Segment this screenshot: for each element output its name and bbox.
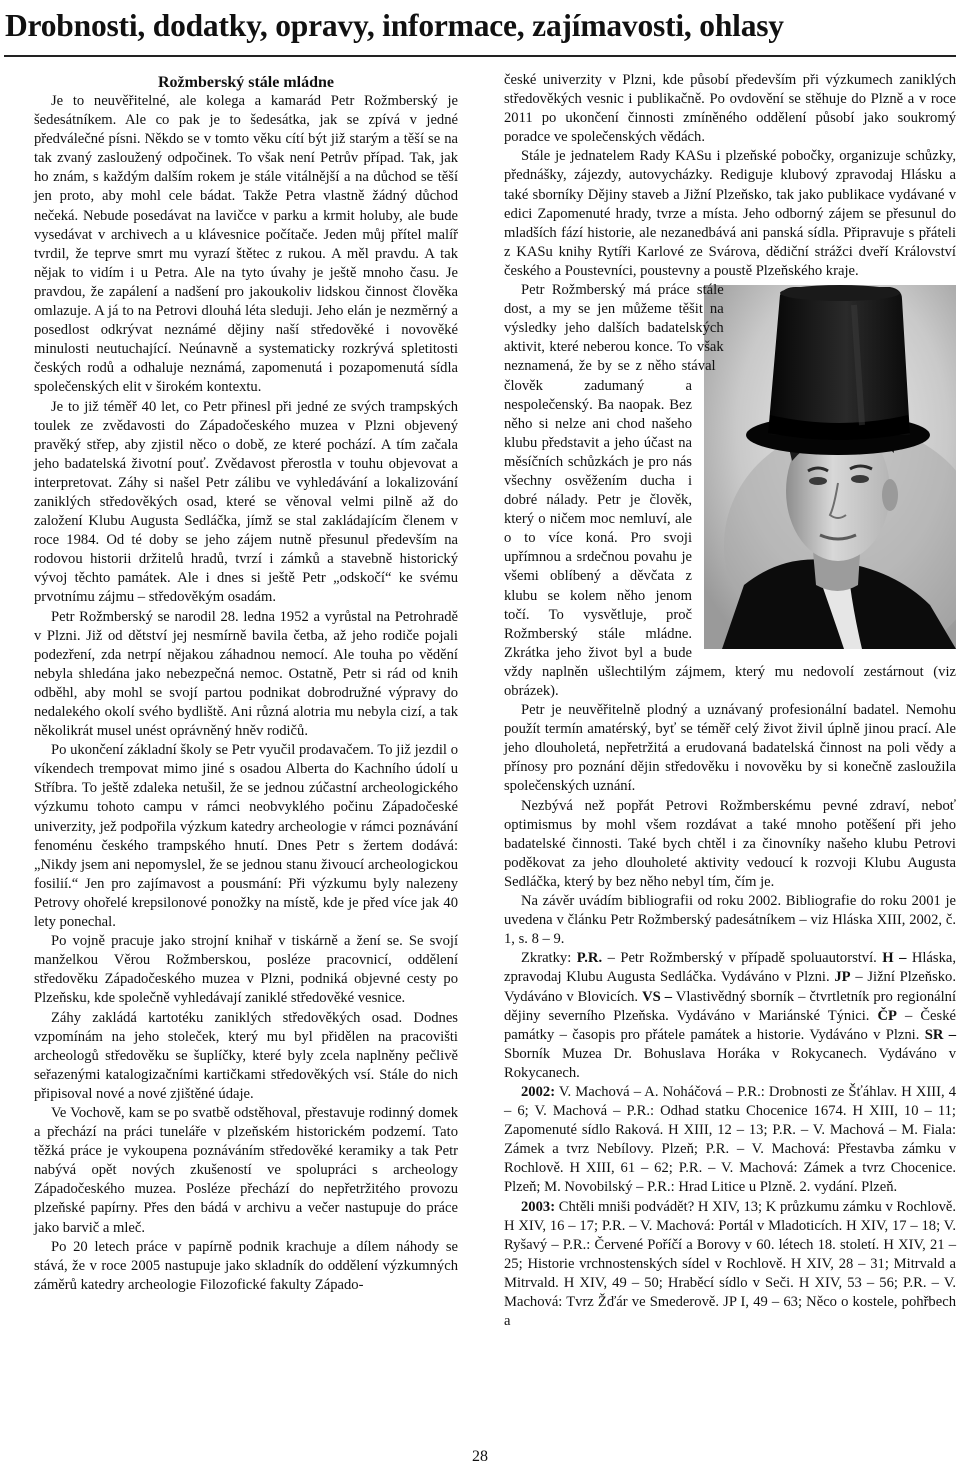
bibliography-text: V. Machová – A. Noháčová – P.R.: Drobnosti ze Šťáhlav. H XIII, 4 – 6; V. Machová – P.R.: Odhad statku Chocenice 1674. H XIII, 10 – 11; Zapomenuté sídlo Raková. H XIII, 12 – 13; P.R. – V. Machová – M. Fiala: Zámek a tvrz Nebílovy. Plzeň; P.R. – V. Machová: Přestavba zámku v Rochlově. H XIII, 61 – 62; P.R. – V. Machová: Zámek a tvrz Chocenice. Plzeň; M. Novobilský – P.R.: Hrad Litice u Plzně. 2. vydání. Plzeň. [504, 1083, 956, 1196]
paragraph: Petr Rožmberský má práce stále dost, a my se jen můžeme těšit na výsledky jeho dalších badatelských aktivit, které neberou konce. To však neznamená, že by se z něho stával člověk zadumaný a nespolečenský. Ba naopak. Bez něho si nelze ani chod našeho klubu představit a jeho účast na měsíčních schůzkách je pro nás všechny osvěžením ducha i dobré nálady. Petr je člověk, který o ničem moc nemluví, ale o to více koná. Pro svoji upřímnou a srdečnou povahu je všemi oblíbený a děvčata z klubu se kolem něho jenom točí. To vysvětluje, proč Rožmberský stále mládne. Zkrátka jeho život byl a bude vždy naplněn ušlechtilým zájmem, který mu nedovolí zestárnout (viz obrázek). [504, 282, 956, 699]
abbr-text: Sborník Muzea Dr. Bohuslava Horáka v Rokycanech. Vydáváno v Rokycanech. [504, 1045, 956, 1081]
page-header-title: Drobnosti, dodatky, opravy, informace, zajímavosti, ohlasy [5, 8, 784, 43]
paragraph: Petr Rožmberský se narodil 28. ledna 1952 a vyrůstal na Petrohradě v Plzni. Již od dětství jej nesmírně bavila četba, až jeho rodiče pojali podezření, zda netrpí nějakou záhadnou nemocí. Ale touha po vědění nebyla shledána jako nebezpečná nemoc. Ostatně, Petr si rád od knih odběhl, aby mohl se svojí partou podnikat dobrodružné výpravy do nedalekého okolí svého bydliště. Ani různá alotria mu nebyla cizí, a tak několikrát musel unést oprávněný hněv rodičů. [34, 608, 458, 740]
abbr-key: H – [882, 950, 907, 967]
paragraph: Je to již téměř 40 let, co Petr přinesl při jedné ze svých trampských toulek ze zvědavosti do Západočeského muzea v Plzni objevený pravěký střep, aby zjistil něco o době, ze které pochází. A tím začala jeho badatelská životní pouť. Zvědavost přerostla v touhu objevovat a interpretovat. Záhy si našel Petr zálibu ve vyhledávání a lokalizování zaniklých středověkých osad, které se věnoval velmi pilně až do založení Klubu Augusta Sedláčka, jímž se stal zakládajícím členem v roce 1984. Od té doby se jeho zájem nutně přesunul především na rodovou historii držitelů hradů, tvrzí i zámků a stavebně historický vývoj těchto památek. Ale i dnes si ještě Petr „odskočí“ ke svému prvotnímu zájmu – středověkým osadám. [34, 398, 458, 606]
paragraph: Nezbývá než popřát Petrovi Rožmberskému pevné zdraví, neboť optimismus by mohl všem rozdávat a také mnoho potěšení při jeho badatelské činnosti. Také bych chtěl i za činovníky našeho klubu Petrovi poděkovat za jeho dlouholeté aktivity vedoucí k rozvoji Klubu Augusta Sedláčka, který by bez něho nebyl tím, čím je. [504, 797, 956, 890]
abbr-text: Vlastivědný sborník – čtvrtletník pro regionální dějiny severního Plzeňska. Vydáváno v Mariánské Týnici. [504, 988, 957, 1024]
article-title: Rožmberský stále mládne [158, 74, 334, 91]
paragraph: Petr je neuvěřitelně plodný a uznávaný profesionální badatel. Nemohu použít termín amatérský, byť se téměř celý život živil úplně jinou prací. Ale jeho dlouholetá, nepřetržitá a erudovaná badatelská činnost na poli vědy a přínosy pro poznání dějin středověku i novověku by si konečně zasloužila společenských uznání. [504, 702, 956, 795]
abbr-key: SR – [924, 1026, 956, 1043]
bibliography-year: 2003: [521, 1198, 556, 1215]
paragraph: Po ukončení základní školy se Petr vyučil prodavačem. To již jezdil o víkendech trempovat mimo jiné s osadou Alberta do Kachního údolí u Stříbra. To ještě zdaleka netušil, že se jednou zúčastní archeologického výzkumu tohoto campu v rámci neobvyklého počinu Západočeské univerzity, jež podpořila výzkum katedry archeologie v rámci poznávání fenoménu českého trampského hnutí. Dnes Petr s žertem dodává: „Nikdy jsem ani nepomyslel, že se jednou stanu živoucí archeologickou fosilií.“ Jen pro zajímavost a pousmání: Při výzkumu byly nalezeny Petrovy ohořelé krepsilonové ponožky na místě, kde je před více jak 40 lety ponechal. [34, 742, 458, 931]
bibliography-text: Chtěli mniši podvádět? H XIV, 13; K průzkumu zámku v Rochlově. H XIV, 16 – 17; P.R. – V. Machová: Portál v Mladoticích. H XIV, 17 – 18; V. Ryšavý – P.R.: Červené Poříčí a Borovy v 60. létech 18. století. H XIV, 21 – 25; Historie vrchnostenských sídel v Rochlově. H XIV, 28 – 31; Mitrvald a Mitrvald. H XIV, 49 – 50; Hraběcí sídlo v Seči. H XIV, 53 – 56; P.R. – V. Machová: Tvrz Žďár ve Smederově. JP I, 49 – 63; Něco o kostele, pohřbech a [504, 1198, 956, 1330]
left-column [34, 71, 458, 1295]
paragraph: Ve Vochově, kam se po svatbě odstěhoval, přestavuje rodinný domek a přechází na práci tuneláře v plzeňském historickém podzemí. Tato těžká práce je vykoupena poznáváním středověké keramiky a tak Petr nabývá opět nových zkušeností ve spolupráci s archeology Západočeského muzea. Posléze přechází do nepřetržitého provozu plzeňské papírny. Přes den bádá v archivu a večer nastupuje do práce jako barvič a mleč. [34, 1104, 458, 1236]
paragraph: Záhy zakládá kartotéku zaniklých středověkých osad. Dodnes vzpomínám na jeho stoleček, který mu byl přidělen na pracovišti archeologů středověku se šuplíčky, které byly zcela naplněny pečlivě seřazenými katalogizačními kartičkami středověkých vsí. Stále do nich připisoval nové a nové zjištěné údaje. [34, 1009, 458, 1102]
paragraph-continued: české univerzity v Plzni, kde působí především při výzkumech zaniklých středověkých vesnic i publikačně. Po ovdovění se stěhuje do Plzně a v roce 2011 po ukončení činnosti zmíněného oddělení působí jako soukromý poradce ve společenských vědách. [504, 72, 956, 146]
abbr-text: Hláska, zpravodaj Klubu Augusta Sedláčka. Vydáváno v Plzni. [504, 950, 956, 986]
bibliography-2002 [504, 1083, 956, 1198]
bibliography-year: 2002: [521, 1083, 556, 1100]
bibliography-2003 [504, 1198, 956, 1332]
abbr-text: – Jižní Plzeňsko. Vydáváno v Blovicích. [504, 969, 956, 1005]
page-number: 28 [472, 1448, 488, 1465]
paragraph: Stále je jednatelem Rady KASu i plzeňské pobočky, organizuje schůzky, přednášky, zájezdy, autovycházky. Rediguje klubový zpravodaj Hlásku a také sborníky Dějiny staveb a Jižní Plzeňsko, tak jako publikace vydávané v edici Zapomenuté hrady, tvrze a místa. Jeho odborný zájem se přesunul do mladších fází historie, ale nezanedbává ani panská sídla. Připravuje s přáteli z KASu knihy Rytíři Karlové ze Svárova, dědiční strážci dveří Království českého a Poustevníci, poustevny a poustě Plzeňského kraje. [504, 148, 956, 279]
abbr-key: VS – [642, 988, 673, 1005]
paragraph: Po 20 letech práce v papírně podnik krachuje a dílem náhody se stává, že v roce 2005 nastupuje jako skladník do oddělení výzkumných záměrů katedry archeologie Filozofické fakulty Západo- [34, 1238, 458, 1293]
abbr-key: ČP [877, 1007, 897, 1024]
portrait-illustration [704, 285, 956, 649]
abbr-key: P.R. [576, 950, 603, 967]
abbr-text: – Petr Rožmberský v případě spoluautorství. [602, 950, 883, 967]
abbr-lead: Zkratky: [521, 950, 577, 967]
paragraph: Je to neuvěřitelné, ale kolega a kamarád Petr Rožmberský je šedesátníkem. Ale co pak je to šedesátka, jak se zpívá v jedné předválečné písni. Někdo se v tomto věku cítí být již starým a těší se na tak zvaný zasloužený odpočinek. To však není Petrův případ. Tak, jak ho znám, s každým dalším rokem je stále vitálnější a na důchod se těší jen proto, aby mohl cele bádat. Takže Petra vlastně žádný důchod nečeká. Nebude posedávat na lavičce v parku a krmit holuby, ale bude vysedávat v archivech a u klávesnice počítače. Jeden můj přítel malíř tvrdil, že teprve smrt mu vyrazí štětec z rukou. A měl pravdu. A tak nějak to vidím i u Petra. Ale na tyto úvahy je ještě mnoho času. Je pravdou, že zapálení a nadšení pro jakoukoliv lidskou činnost člověka omlazuje. A já to na Petrovi dlouhá léta sleduji. Jeho elán je nezměrný a posedlost odkrývat neznámé dějiny naší středověké i novověké minulosti neutuchající. Neúnavně a systematicky rozkrývá spletitosti českých rodů a odhaluje neznámá, zapomenutá i pozapomenutá sídla společenských elit v širokém kontextu. [34, 93, 458, 396]
abbreviations [504, 949, 956, 1083]
right-column [504, 71, 956, 1331]
portrait-photo [704, 285, 956, 649]
paragraph: Po vojně pracuje jako strojní knihař v tiskárně a žení se. Se svojí manželkou Věrou Rožmberskou, posléze pracovnicí, oddělení středověku Západočeského muzea v Plzni, podniká objevné cesty po Plzeňsku, kde společně vyhledávají zaniklé středověké vesnice. [34, 933, 458, 1007]
header-rule [4, 55, 956, 57]
abbr-key: JP [834, 969, 851, 986]
paragraph: Na závěr uvádím bibliografii od roku 2002. Bibliografie do roku 2001 je uvedena v článku Petr Rožmberský padesátníkem – viz Hláska XIII, 2002, č. 1, s. 8 – 9. [504, 893, 956, 948]
abbr-text: – České památky – časopis pro přátele památek a historie. Vydáváno v Plzni. [504, 1007, 956, 1043]
